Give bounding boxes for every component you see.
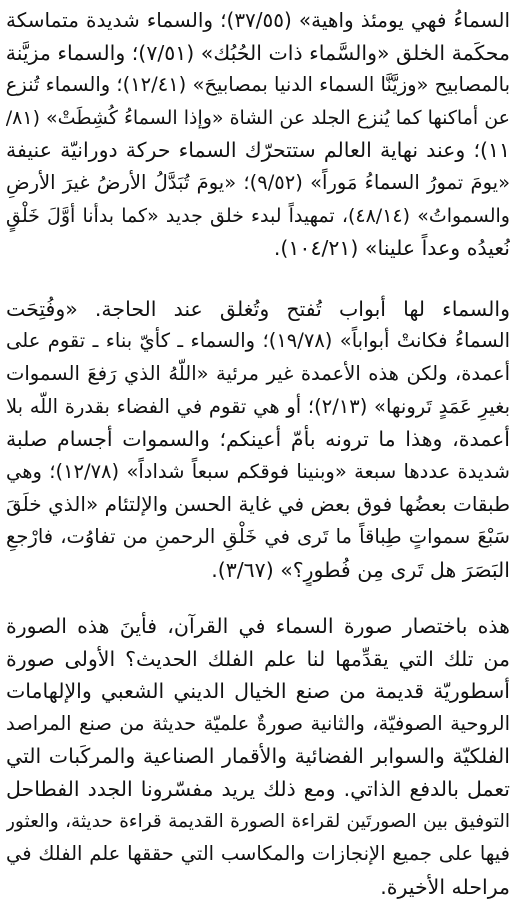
paragraph-spacer xyxy=(6,265,510,293)
text-line: فيها على جميع الإنجازات والمكاسب التي حققها علم الفلك في xyxy=(6,842,510,866)
text-line: شديدة عددها سبعة «وبنينا فوقكم سبعاً شداداً» (١٢/٧٨)؛ وهي xyxy=(6,459,510,483)
text-line: عن أماكنها كما يُنزع الجلد عن الشاة «وإذا السماءُ كُشِطَتْ» (٨١/ xyxy=(6,106,510,129)
text-line: أعمدة، ولكن هذه الأعمدة غير مرئية «اللّهُ الذي رَفعَ السموات xyxy=(6,361,510,385)
text-line: التوفيق بين الصورتَين لقراءة الصورة القديمة قراءة حديثة، والعثور xyxy=(6,810,510,832)
text-line: بالمصابيح «وزيَّنَّا السماء الدنيا بمصابيحَ» (١٢/٤١)؛ والسماء تُنزع xyxy=(6,73,510,97)
text-line: هذه باختصار صورة السماء في القرآن، فأينَ هذه الصورة xyxy=(6,614,510,639)
paragraph-spacer xyxy=(6,586,510,610)
text-line: ١١)؛ وعند نهاية العالم ستتحرّك السماء حركة دورانيّة عنيفة xyxy=(6,138,510,163)
text-line: والسماء لها أبواب تُفتح وتُغلق عند الحاجة. «وفُتِحَت xyxy=(6,296,510,321)
text-line: أسطوريّة قديمة من صنع الخيال الديني الشعبي والإلهامات xyxy=(6,679,510,704)
paragraph-3 xyxy=(6,610,510,903)
paragraph-2 xyxy=(6,293,510,586)
text-line: بغيرِ عَمَدٍ تَرونها» (٢/١٣)؛ أو هي تقوم في الفضاء بقدرة اللّه بلا xyxy=(6,394,510,418)
text-line: البَصَرَ هل تَرى مِن فُطورٍ؟» (٣/٦٧). xyxy=(211,557,510,582)
text-line: والسمواتُ» (٤٨/١٤)، تمهيداً لبدء خلق جديد «كما بدأنا أوَّلَ خَلْقٍ xyxy=(6,204,510,227)
text-line: الروحية الصوفيّة، والثانية صورةٌ علميّة حديثة من صنع المراصد xyxy=(6,711,510,735)
paragraph-1 xyxy=(6,4,510,265)
text-line: تعمل بالدفع الذاتي. ومع ذلك يريد مفسّرونا الجدد الفطاحل xyxy=(6,777,510,802)
text-line: طبقات بعضُها فوق بعض في غاية الحسن والإلتئام «الذي خلَقَ xyxy=(6,492,510,517)
text-line: «يومَ تمورُ السماءُ مَوراً» (٩/٥٢)؛ «يومَ تُبَدَّلُ الأرضُ غيرَ الأرضِ xyxy=(6,170,510,194)
text-line: السماءُ فهي يومئذ واهية» (٣٧/٥٥)؛ والسماء شديدة متماسكة xyxy=(6,8,510,32)
text-line: من تلك التي يقدِّمها لنا علم الفلك الحديث؟ الأولى صورة xyxy=(6,646,510,671)
text-line: محكَمة الخلق «والسَّماء ذات الحُبُك» (٧/٥١)؛ والسماء مزيَّنة xyxy=(6,40,510,65)
text-line: الفلكيّة والسوابر الفضائية والأقمار الصناعية والمركَبات التي xyxy=(6,744,510,769)
text-line: مراحله الأخيرة. xyxy=(380,874,510,899)
text-line: أعمدة، وهذا ما ترونه بأمّ أعينكم؛ والسموات أجسام صلبة xyxy=(6,427,510,452)
text-line: السماءُ فكانتْ أبواباً» (١٩/٧٨)؛ والسماء ـ كأيّ بناء ـ تقوم على xyxy=(6,329,510,353)
text-line: نُعيدُه وعداً علينا» (١٠٤/٢١). xyxy=(273,236,510,261)
text-line: سَبْعَ سمواتٍ طِباقاً ما تَرى في خَلْقِ الرحمنِ من تفاوُت، فارْجعِ xyxy=(6,524,510,548)
